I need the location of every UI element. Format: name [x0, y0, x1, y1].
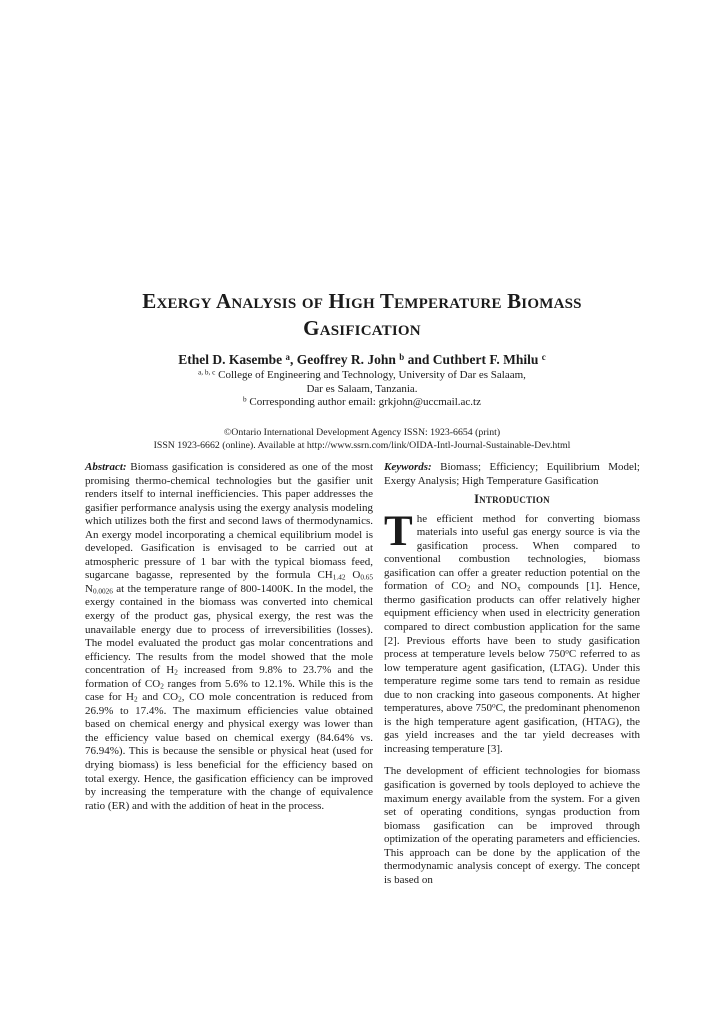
publisher-issn-print: ©Ontario International Development Agency ISSN: 1923-6654 (print)	[223, 427, 501, 438]
publisher-issn-online-url: ISSN 1923-6662 (online). Available at http://www.ssrn.com/link/OIDA-Intl-Journal-Sustainable-Dev.html	[153, 439, 571, 451]
keywords-paragraph: Keywords: Biomass; Efficiency; Equilibrium Model; Exergy Analysis; High Temperature Gasification	[384, 461, 640, 487]
paper-title-line2: Gasification	[303, 316, 421, 340]
left-column	[85, 461, 373, 813]
paper-title-line1: Exergy Analysis of High Temperature Biomass	[142, 289, 582, 313]
introduction-paragraph-2: The development of efficient technologies for biomass gasification is governed by tools deployed to achieve the maximum energy available from the system. For a given set of operating conditions, syngas production from biomass gasification can be improved through optimization of the operating parameters and efficiencies. This approach can be done by the application of the thermodynamic analysis concept of exergy. The concept is based on	[384, 765, 640, 886]
dropcap-letter: T	[384, 507, 413, 555]
publisher-block	[0, 427, 724, 452]
affiliation-line2: Dar es Salaam, Tanzania.	[306, 382, 418, 395]
affiliation-line1: $^{a, b, c}$ College of Engineering and Technology, University of Dar es Salaam,	[198, 368, 526, 381]
introduction-heading: Introduction	[474, 492, 550, 507]
corresponding-author-email: $^b$ Corresponding author email: grkjohn@uccmail.ac.tz	[243, 395, 481, 409]
introduction-paragraph-1-text: he efficient method for converting biomass materials into useful gas energy source is via the gasification process. When compared to conventional combustion technologies, biomass gasification can offer a greater reduction potential on the formation of $CO_2$ and $NO_x$ compounds [1]. Hence, thermo gasification products can offer relatively higher equipment efficiency when used in electricity generation compared to direct combustion application for the same [2]. Previous efforts have been to study gasification process at temperature levels below 750$^o$C referred to as low temperature agent gasification, (LTAG). Under this temperature regime some tars tend to remain as residue due to non cracking into gaseous components. At higher temperatures, above 750$^o$C, the predominant phenomenon is the high temperature agent gasification, (HTAG), the gas yield increases and the tar yield decreases with increasing temperature [3].	[384, 512, 641, 755]
authors-line: Ethel D. Kasembe $^a$, Geoffrey R. John $^b$ and Cuthbert F. Mhilu $^c$	[178, 352, 546, 367]
affiliation-block	[0, 369, 724, 410]
right-column	[384, 461, 640, 887]
introduction-paragraph-1	[384, 507, 641, 757]
paper-title	[0, 288, 724, 342]
abstract-paragraph: Abstract: Biomass gasification is considered as one of the most promising thermo-chemical technologies but the gasifier unit renders itself to internal inefficiencies. This paper addresses the gasifier performance analysis using the exergy analysis modeling which utilizes both the first and second laws of thermodynamics. An exergy model incorporating a chemical equilibrium model is developed. Gasification is envisaged to be carried out at atmospheric pressure of 1 bar with the typical biomass feed, sugarcane bagasse, represented by the formula $CH_{1.42}$ $O_{0.65}$ $N_{0.0026}$ at the temperature range of 800-1400K. In the model, the exergy contained in the biomass was converted into chemical exergy of the product gas, physical exergy, the rest was the unavailable energy due to process of irreversibilities (losses). The model evaluated the product gas molar concentrations and efficiency. The results from the model showed that the mole concentration of $H_2$ increased from 9.8% to 23.7% and the formation of $CO_2$ ranges from 5.6% to 12.1%. While this is the case for $H_2$ and $CO_2$, CO mole concentration is reduced from 26.9% to 17.4%. The maximum efficiencies value obtained based on chemical energy and physical exergy was lower than the efficiency value based on chemical exergy (84.64% vs. 76.94%). This is because the sensible or physical heat (used for drying biomass) is less beneficial for the efficiency based on total exergy. Hence, the gasification efficiency can be improved by increasing the temperature with the change of equivalence ratio (ER) and with the addition of heat in the process.	[85, 461, 374, 812]
